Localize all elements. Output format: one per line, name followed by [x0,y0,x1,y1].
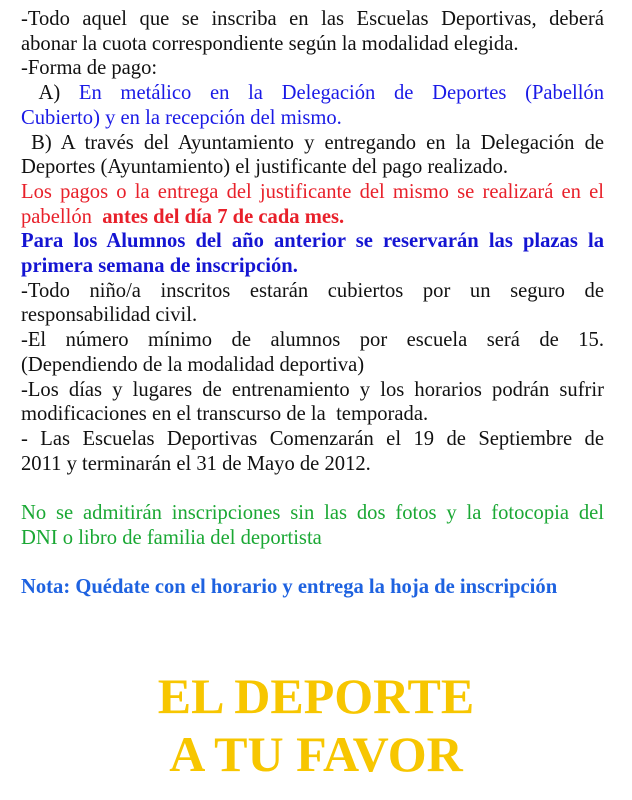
minimum-students-text-cont: (Dependiendo de la modalidad deportiva) [21,353,365,376]
schedule-text-cont: modificaciones en el transcurso de la temporada. [21,403,429,426]
dates-text: - Las Escuelas Deportivas Comenzarán el 19 de Septiembre de [21,427,604,450]
payment-option-a [21,81,604,106]
reservation-notice: Para los Alumnos del año anterior se reservarán las plazas la [21,230,604,253]
minimum-students-text: -El número mínimo de alumnos por escuela será de 15. [21,329,604,352]
slogan-line-2: A TU FAVOR [169,726,463,782]
schedule-text: -Los días y lugares de entrenamiento y los horarios podrán sufrir [21,378,604,401]
reservation-notice-cont: primera semana de inscripción. [21,255,298,278]
text-line: -Todo aquel que se inscriba en las Escuelas Deportivas, deberá [21,8,604,30]
deadline-text-cont [21,205,604,230]
text-line: abonar la cuota correspondiente según la modalidad elegida. [21,32,519,55]
payment-option-b: B) A través del Ayuntamiento y entregando en la Delegación de [21,131,605,154]
insurance-text-cont: responsabilidad civil. [21,304,198,327]
slogan-title [0,667,632,783]
option-a-label: A) [21,82,79,105]
slogan-line-1: EL DEPORTE [157,668,475,724]
payment-heading: -Forma de pago: [21,57,158,80]
payment-option-b-cont: Deportes (Ayuntamiento) el justificante del pago realizado. [21,156,509,179]
requirements-text-cont: DNI o libro de familia del deportista [21,526,322,549]
note-text: Nota: Quédate con el horario y entrega la hoja de inscripción [21,576,558,599]
requirements-text: No se admitirán inscripciones sin las dos fotos y la fotocopia del [21,502,604,525]
document-body [21,7,604,600]
dates-text-cont: 2011 y terminarán el 31 de Mayo de 2012. [21,452,371,475]
option-a-text: En metálico en la Delegación de Deportes (Pabellón [78,82,605,105]
deadline-date: antes del día 7 de cada mes. [97,205,345,228]
deadline-text: Los pagos o la entrega del justificante del mismo se realizará en el [21,180,604,203]
option-a-text-cont: Cubierto) y en la recepción del mismo. [21,106,342,129]
insurance-text: -Todo niño/a inscritos estarán cubiertos por un seguro de [21,279,604,302]
deadline-place: pabellón [21,205,98,228]
